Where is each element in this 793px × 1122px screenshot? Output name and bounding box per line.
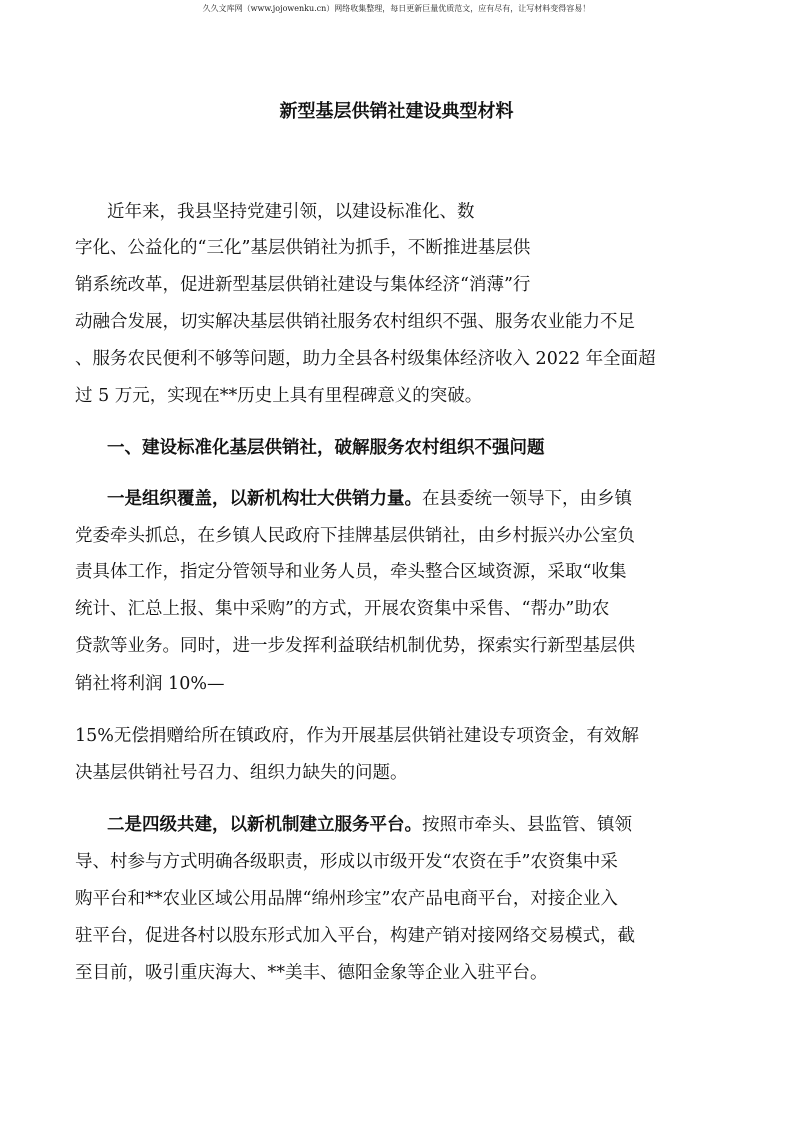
para2-line: 驻平台，促进各村以股东形式加入平台，构建产销对接网络交易模式，截 — [75, 926, 635, 946]
document-title: 新型基层供销社建设典型材料 — [279, 101, 514, 122]
intro-line: 近年来，我县坚持党建引领，以建设标准化、数 — [107, 202, 475, 222]
intro-line: 、服务农民便利不够等问题，助力全县各村级集体经济收入 2022 年全面超 — [75, 349, 656, 369]
section-heading: 一、建设标准化基层供销社，破解服务农村组织不强问题 — [107, 438, 545, 458]
intro-line: 字化、公益化的“三化”基层供销社为抓手，不断推进基层供 — [75, 238, 531, 258]
para1-text: 在县委统一领导下，由乡镇 — [422, 489, 632, 509]
para1-line: 统计、汇总上报、集中采购”的方式，开展农资集中采售、“帮办”助农 — [75, 599, 610, 619]
intro-line: 销系统改革，促进新型基层供销社建设与集体经济“消薄”行 — [75, 275, 531, 295]
site-header-banner: 久久文库网（www.jojowenku.cn）网络收集整理，每日更新巨量优质范文，应有尽有，让写材料变得容易！ — [202, 4, 591, 13]
para1-first-line — [107, 487, 632, 511]
para2-lead: 二是四级共建，以新机制建立服务平台。 — [107, 815, 422, 835]
para1-line: 责具体工作，指定分管领导和业务人员，牵头整合区域资源，采取“收集 — [75, 562, 627, 582]
para1-line: 15%无偿捐赠给所在镇政府，作为开展基层供销社建设专项资金，有效解 — [75, 726, 639, 746]
para2-text: 按照市牵头、县监管、镇领 — [422, 815, 632, 835]
para2-line: 购平台和**农业区域公用品牌“绵州珍宝”农产品电商平台，对接企业入 — [75, 889, 618, 909]
para2-line: 至目前，吸引重庆海大、**美丰、德阳金象等企业入驻平台。 — [75, 963, 548, 983]
para2-line: 导、村参与方式明确各级职责，形成以市级开发“农资在手”农资集中采 — [75, 852, 618, 872]
para2-first-line — [107, 813, 632, 837]
intro-line: 过 5 万元，实现在**历史上具有里程碑意义的突破。 — [75, 386, 483, 406]
para1-lead: 一是组织覆盖，以新机构壮大供销力量。 — [107, 489, 422, 509]
para1-line: 决基层供销社号召力、组织力缺失的问题。 — [75, 763, 408, 783]
intro-line: 动融合发展，切实解决基层供销社服务农村组织不强、服务农业能力不足 — [75, 312, 635, 332]
para1-line: 销社将利润 10%— — [75, 674, 225, 694]
para1-line: 党委牵头抓总，在乡镇人民政府下挂牌基层供销社，由乡村振兴办公室负 — [75, 526, 635, 546]
para1-line: 贷款等业务。同时，进一步发挥利益联结机制优势，探索实行新型基层供 — [75, 636, 635, 656]
